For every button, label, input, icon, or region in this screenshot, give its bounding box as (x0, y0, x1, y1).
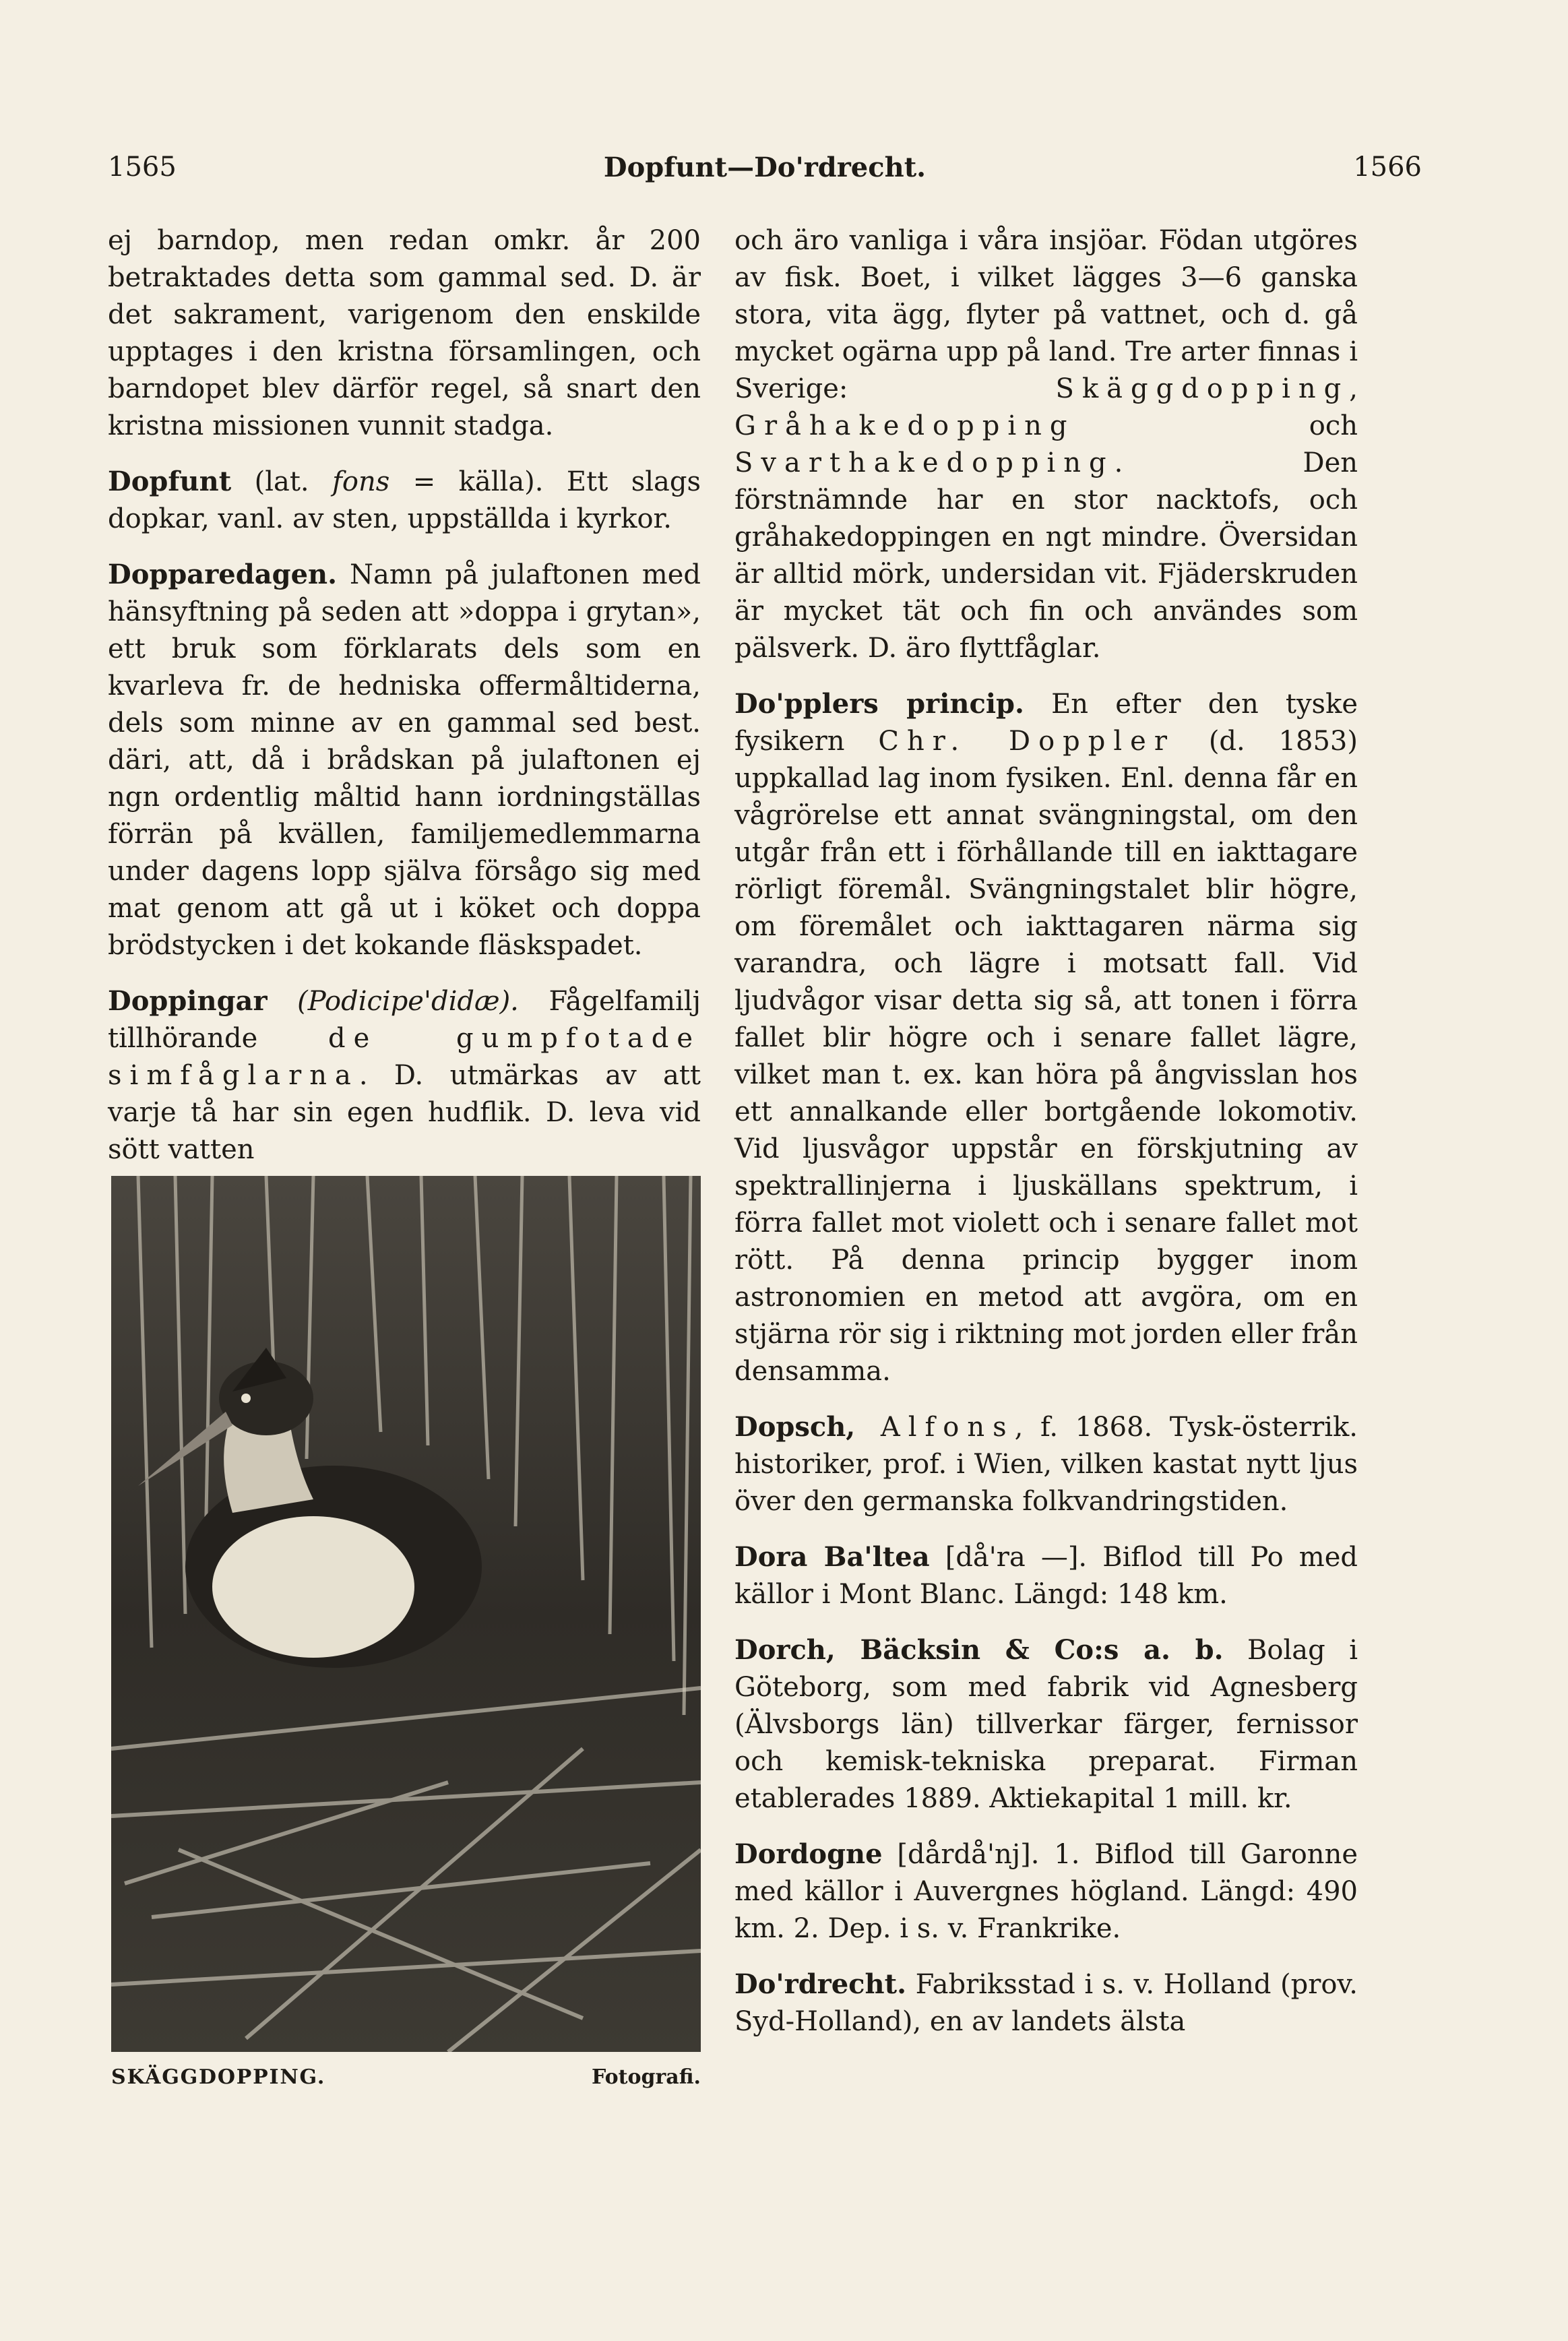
page-header (108, 152, 1422, 192)
entry-dordogne: Dordogne [dårdå'nj]. 1. Biflod till Garonne med källor i Auvergnes högland. Längd: 490 km. 2. Dep. i s. v. Frankrike. (734, 1838, 1358, 1944)
entry-dopplers-princip: Do'pplers princip. En efter den tyske fysikern Chr. Doppler (d. 1853) uppkallad lag inom fysiken. Enl. denna får en vågrörelse ett annat svängningstal, om den utgår från ett i förhållande till en iakttagare rörligt föremål. Svängningstalet blir högre, om föremålet och iakttagaren närma sig varandra, och lägre i motsatt fall. Vid ljudvågor visar detta sig så, att tonen i förra fallet blir högre och i senare fallet lägre, vilket man t. ex. kan höra på ångvisslan hos ett annalkande eller bortgående lokomotiv. Vid ljusvågor uppstår en förskjutning av spektrallinjerna i ljuskällans spektrum, i förra fallet mot violett och i senare fallet mot rött. På denna princip bygger inom astronomien en metod att avgöra, om en stjärna rör sig i riktning mot jorden eller från densamma. (734, 688, 1358, 1387)
entry-headword: Dopparedagen. (108, 559, 338, 590)
caption-credit: Fotografi. (591, 2065, 701, 2089)
right-column (734, 222, 1358, 2059)
entry-headword: Dopsch, (734, 1411, 856, 1443)
entry-headword: Dorch, Bäcksin & Co:s a. b. (734, 1634, 1224, 1666)
entry-headword: Dordogne (734, 1838, 883, 1870)
running-title: Dopfunt—Do'rdrecht. (603, 152, 927, 183)
entry-dopsch: Dopsch, Alfons, f. 1868. Tysk-österrik. historiker, prof. i Wien, vilken kastat nytt ljus över den germanska folkvandringstiden. (734, 1411, 1358, 1517)
entry-dopparedagen: Dopparedagen. Namn på julaftonen med hänsyftning på seden att »doppa i grytan», ett bruk som förklarats dels som en kvarleva fr. de hedniska offermåltiderna, dels som minne av en gammal sed best. däri, att, då i brådskan på julaftonen ej ngn ordentlig måltid hann iordningställas förrän på kvällen, familjemedlemmarna under dagens lopp själva försågo sig med mat genom att gå ut i köket och doppa brödstycken i det kokande fläskspadet. (108, 559, 701, 961)
entry-doppingar-continued: och äro vanliga i våra insjöar. Födan utgöres av fisk. Boet, i vilket lägges 3—6 ganska stora, vita ägg, flyter på vattnet, och d. gå mycket ogärna upp på land. Tre arter finnas i Sverige: Skäggdopping, Gråhakedopping och Svarthakedopping. Den förstnämnde har en stor nacktofs, och gråhakedoppingen en ngt mindre. Översidan är alltid mörk, undersidan vit. Fjäderskruden är mycket tät och fin och användes som pälsverk. D. äro flyttfåglar. (734, 225, 1358, 664)
entry-dordrecht: Do'rdrecht. Fabriksstad i s. v. Holland (prov. Syd-Holland), en av landets älsta (734, 1968, 1358, 2037)
grebe-photograph (111, 1176, 701, 2052)
entry-doppingar: Doppingar (Podicipe'didæ). Fågelfamilj tillhörande de gumpfotade simfåglarna. D. utmärkas av att varje tå har sin egen hudflik. D. leva vid sött vatten (108, 985, 701, 1165)
entry-headword: Dopfunt (108, 466, 232, 497)
entry-dopfunt: Dopfunt (lat. fons = källa). Ett slags dopkar, vanl. av sten, uppställda i kyrkor. (108, 466, 701, 534)
page-number-right: 1566 (1353, 152, 1422, 183)
caption-title: SKÄGGDOPPING. (111, 2065, 326, 2089)
entry-headword: Do'rdrecht. (734, 1968, 907, 2000)
entry-headword: Doppingar (108, 985, 268, 1017)
entry-headword: Do'pplers princip. (734, 688, 1024, 720)
entry-headword: Dora Ba'ltea (734, 1541, 930, 1573)
entry-dorch-backsin: Dorch, Bäcksin & Co:s a. b. Bolag i Göteborg, som med fabrik vid Agnesberg (Älvsborgs län) tillverkar färger, fernissor och kemisk-tekniska preparat. Firman etablerades 1889. Aktiekapital 1 mill. kr. (734, 1634, 1358, 1814)
page-number-left: 1565 (108, 152, 177, 183)
entry-dop-continued: ej barndop, men redan omkr. år 200 betraktades detta som gammal sed. D. är det sakrament, varigenom den enskilde upptages i den kristna församlingen, och barndopet blev därför regel, så snart den kristna missionen vunnit stadga. (108, 225, 701, 441)
left-column (108, 222, 701, 1187)
entry-dora-baltea: Dora Ba'ltea [då'ra —]. Biflod till Po med källor i Mont Blanc. Längd: 148 km. (734, 1541, 1358, 1610)
